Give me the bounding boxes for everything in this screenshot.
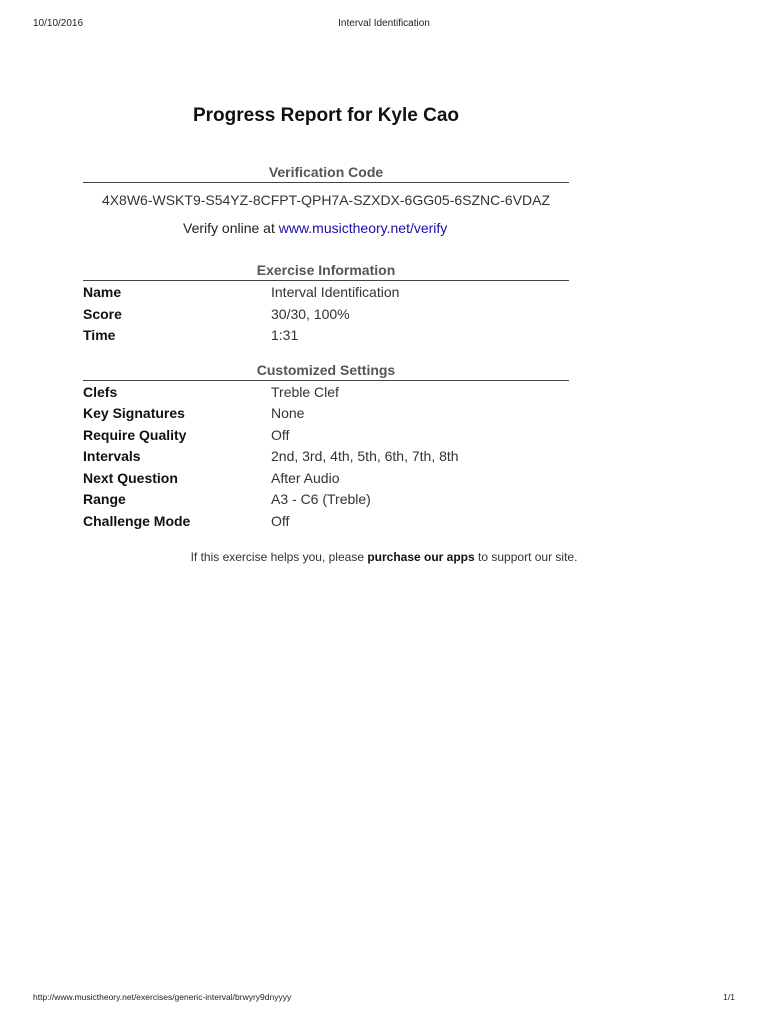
row-value: Interval Identification (271, 284, 400, 300)
customized-settings-table (83, 382, 569, 533)
verify-link[interactable]: www.musictheory.net/verify (278, 220, 448, 236)
print-footer (0, 992, 768, 1006)
row-value: 30/30, 100% (271, 305, 350, 322)
row-label: Challenge Mode (83, 512, 191, 529)
table-row (83, 304, 569, 326)
row-label: Require Quality (83, 426, 187, 443)
customized-settings-heading: Customized Settings (83, 361, 569, 381)
row-label: Next Question (83, 469, 178, 486)
table-row (83, 468, 569, 490)
row-value: 2nd, 3rd, 4th, 5th, 6th, 7th, 8th (271, 448, 459, 464)
page-number: 1/1 (723, 992, 735, 1002)
row-label: Range (83, 491, 126, 507)
row-value: A3 - C6 (Treble) (271, 491, 371, 507)
support-note (0, 550, 768, 564)
row-value: After Audio (271, 469, 340, 486)
print-title: Interval Identification (338, 18, 430, 29)
table-row (83, 325, 569, 347)
verify-online-line (83, 219, 569, 237)
exercise-info-table (83, 282, 569, 347)
row-value: None (271, 405, 305, 421)
exercise-info-heading: Exercise Information (83, 261, 569, 281)
row-value: Treble Clef (271, 383, 339, 400)
print-url: http://www.musictheory.net/exercises/generic-interval/brwyry9dnyyyy (33, 992, 292, 1002)
row-label: Key Signatures (83, 405, 185, 421)
print-date: 10/10/2016 (33, 18, 84, 29)
row-label: Name (83, 284, 122, 300)
table-row (83, 282, 569, 304)
progress-report (83, 102, 569, 532)
row-value: 1:31 (271, 327, 299, 343)
verification-code: 4X8W6-WSKT9-S54YZ-8CFPT-QPH7A-SZXDX-6GG05-6SZNC-6VDAZ (101, 192, 551, 208)
verify-online-text: Verify online at (183, 220, 279, 236)
table-row (83, 446, 569, 468)
support-note-suffix: to support our site. (474, 550, 578, 564)
row-label: Score (83, 305, 122, 322)
row-value: Off (271, 512, 290, 529)
row-label: Time (83, 327, 116, 343)
row-value: Off (271, 426, 290, 443)
support-note-prefix: If this exercise helps you, please (190, 550, 368, 564)
report-title: Progress Report for Kyle Cao (192, 105, 460, 126)
row-label: Intervals (83, 448, 141, 464)
table-row (83, 403, 569, 425)
table-row (83, 511, 569, 533)
row-label: Clefs (83, 383, 118, 400)
purchase-apps-link[interactable]: purchase our apps (367, 550, 475, 564)
print-header (0, 18, 768, 32)
table-row (83, 382, 569, 404)
verification-heading: Verification Code (83, 163, 569, 183)
table-row (83, 489, 569, 511)
table-row (83, 425, 569, 447)
